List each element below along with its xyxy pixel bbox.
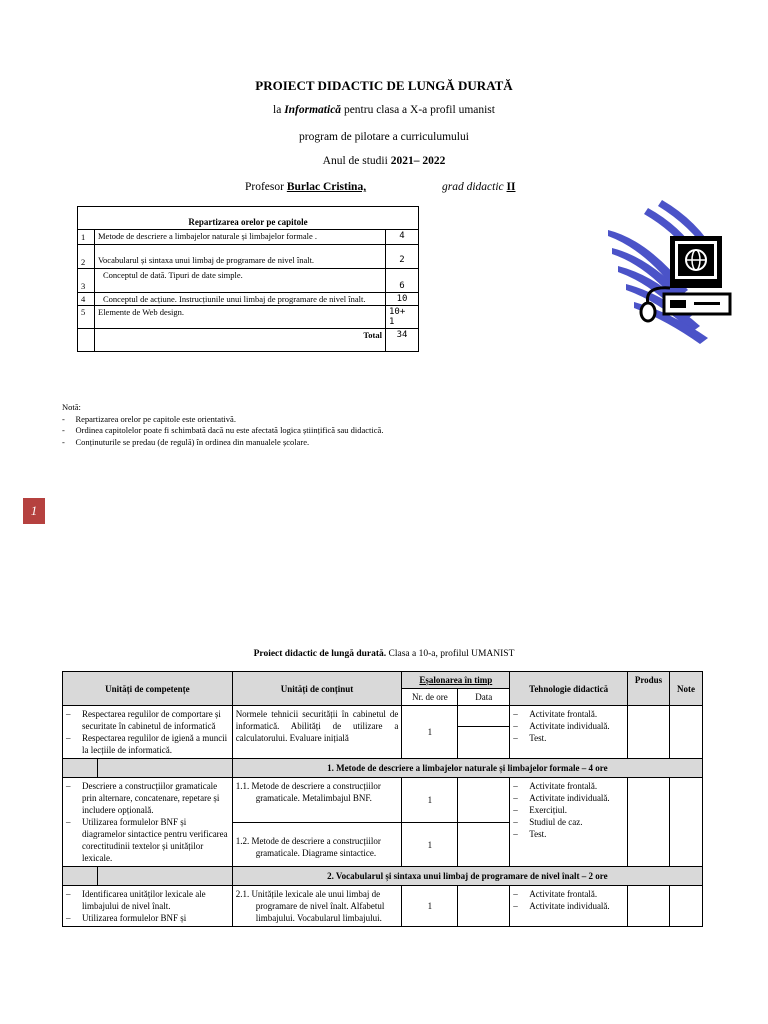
table-row: – Descriere a construcțiilor gramaticale prin alternare, concatenare, repetare și includere opțională. – Utilizarea formulelor BNF și diagramelor sintactice pentru verificarea corectitudinii textelor și unităților lexicale. 1.1. Metode de descriere a construcțiilor gramaticale. Metalimbajul BNF. 1 – Activitate frontală. – Activitate individuală. – Exercițiul. – Studiul de caz. – Test. [63,778,703,823]
col-technology: Tehnologie didactică [510,672,628,706]
table-row: – Identificarea unităților lexicale ale limbajului de nivel înalt. – Utilizarea formulelor BNF și 2.1. Unitățile lexicale ale unui limbaj de programare de nivel înalt. Alfabetul limbajului. Vocabularul limbajului. 1 – Activitate frontală. – Activitate individuală. [63,886,703,927]
col-notes: Note [670,672,703,706]
teacher-name: Burlac Cristina, [286,181,367,193]
hours-table-title: Repartizarea orelor pe capitole [78,207,419,230]
subject-name: Informatică [284,104,342,116]
plan-title: Proiect didactic de lungă durată. Clasa a 10-a, profilul UMANIST [253,649,515,659]
col-competences: Unități de competențe [63,672,233,706]
section-row: 2. Vocabularul și sintaxa unui limbaj de programare de nivel înalt – 2 ore [63,867,703,886]
col-date: Data [458,689,510,706]
table-row: 1.2. Metode de descriere a construcțiilor gramaticale. Diagrame sintactice. 1 [63,823,703,867]
year-line: Anul de studii 2021– 2022 [322,155,446,167]
page-number-badge: 1 [23,498,45,524]
col-hours: Nr. de ore [402,689,458,706]
note-item: - Repartizarea orelor pe capitole este orientativă. [62,413,236,424]
teacher-line: Profesor Burlac Cristina, [245,181,367,193]
table-row: 1 Metode de descriere a limbajelor naturale și limbajelor formale . 4 [78,230,419,245]
school-year: 2021– 2022 [390,155,446,167]
hours-distribution-table [77,206,419,352]
note-item: - Ordinea capitolelor poate fi schimbată dacă nu este afectată logica științifică sau didactică. [62,425,384,435]
teacher-grade: grad didactic II [442,181,516,193]
col-content: Unități de conținut [232,672,402,706]
table-row: 3 Conceptul de dată. Tipuri de date simple. 6 [78,269,419,293]
table-row: 2 Vocabularul și sintaxa unui limbaj de programare de nivel înalt. 2 [78,245,419,269]
table-row: – Respectarea regulilor de comportare și securitate în cabinetul de informatică – Respectarea regulilor de igienă a muncii la lecțiile de informatică. Normele tehnicii securității în cabinetul de informatică. Abilități de utilizare a calculatorului. Evaluare inițială 1 – Activitate frontală. – Activitate individuală. – Test. [63,706,703,759]
program-line: program de pilotare a curriculumului [299,131,469,143]
note-item: - Conținuturile se predau (de regulă) în ordinea din manualele școlare. [62,436,310,447]
col-product: Produs [628,672,670,706]
table-row: 4 Conceptul de acțiune. Instrucțiunile unui limbaj de programare de nivel înalt. 10 [78,293,419,306]
table-row-total: Total 34 [78,329,419,352]
computer-clipart-icon [608,200,748,348]
document-title: PROIECT DIDACTIC DE LUNGĂ DURATĂ [255,78,513,93]
col-schedule: Eșalonarea în timp [402,672,510,689]
section-row: 1. Metode de descriere a limbajelor naturale și limbajelor formale – 4 ore [63,759,703,778]
note-block [62,402,383,448]
table-row: 5 Elemente de Web design. 10+ 1 [78,306,419,329]
long-term-plan-table [62,671,703,927]
subject-line: la Informatică pentru clasa a X-a profil umanist [273,104,495,116]
note-label: Notă: [62,402,81,412]
